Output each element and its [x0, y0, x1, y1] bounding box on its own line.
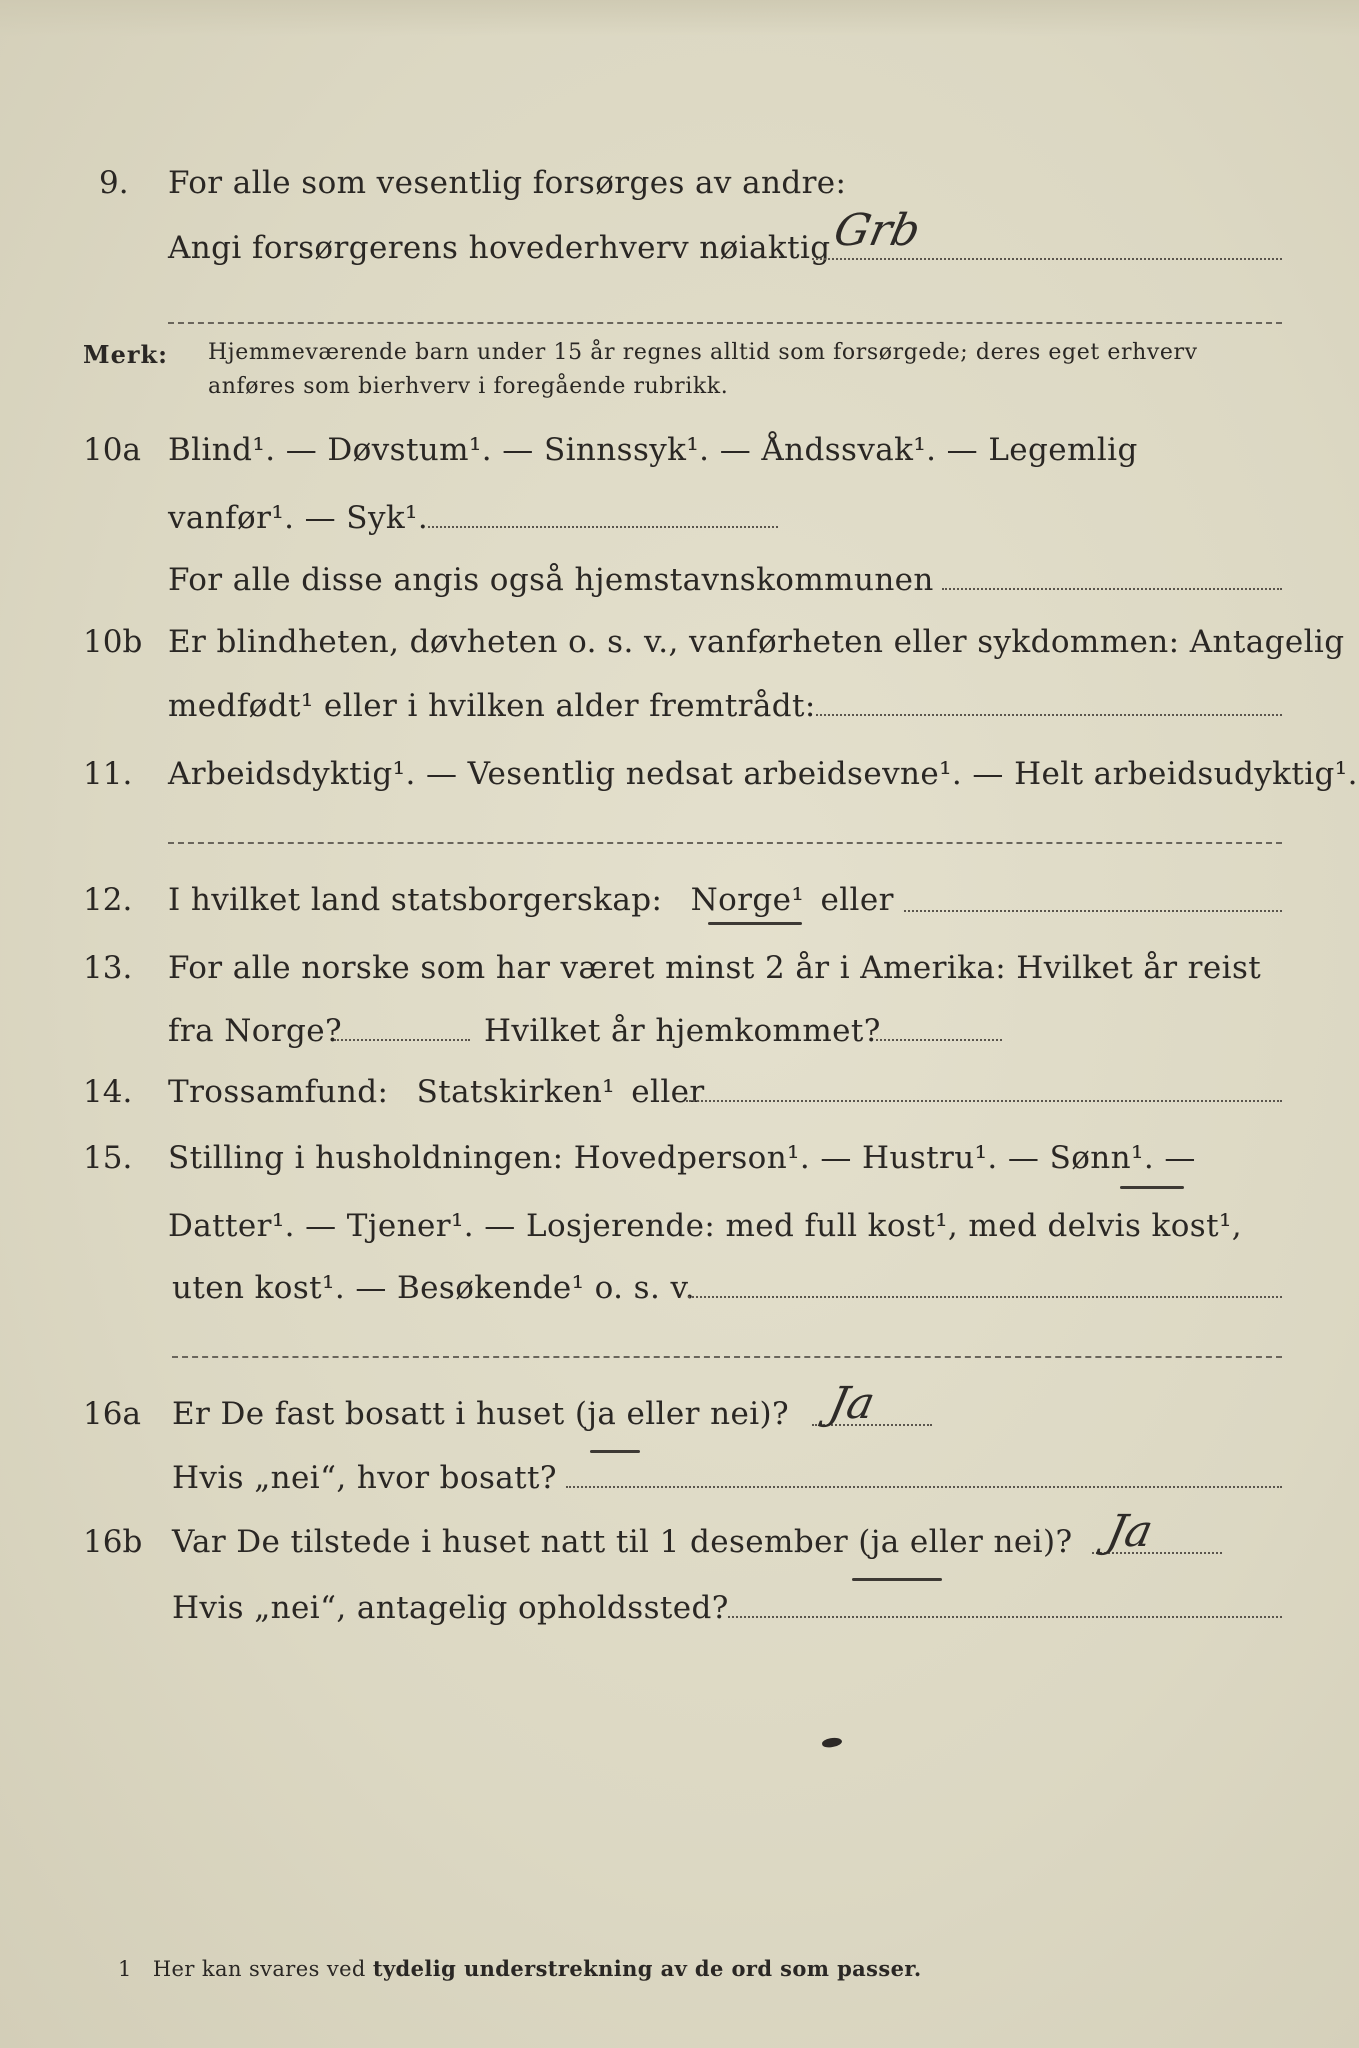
q11-line1: Arbeidsdyktig¹. — Vesentlig nedsat arbeidsevne¹. — Helt arbeidsudyktig¹. [168, 756, 1358, 792]
q14-line1 [168, 1074, 705, 1110]
q16a-number: 16a [83, 1396, 141, 1432]
q15-line1: Stilling i husholdningen: Hovedperson¹. — Hustru¹. — Sønn¹. — [168, 1140, 1196, 1176]
q15-line2: Datter¹. — Tjener¹. — Losjerende: med full kost¹, med delvis kost¹, [168, 1208, 1243, 1244]
q16b-line1: Var De tilstede i huset natt til 1 desember (ja eller nei)? [172, 1524, 1073, 1560]
q13-hjemkommet-line [876, 1039, 1002, 1041]
q13-number: 13. [83, 950, 133, 986]
q16a-handwritten-answer: Ja [824, 1378, 880, 1429]
q14-number: 14. [83, 1074, 133, 1110]
q14-text: Trossamfund: [168, 1074, 389, 1110]
q10a-line2: vanfør¹. — Syk¹. [168, 500, 429, 536]
q13-reist-line [334, 1039, 470, 1041]
q11-number: 11. [83, 756, 133, 792]
q9-handwritten-answer: Grb [829, 205, 925, 256]
q16b-handwritten-answer: Ja [1102, 1506, 1158, 1557]
q16a-line1: Er De fast bosatt i huset (ja eller nei)? [172, 1396, 790, 1432]
q16a-line2: Hvis „nei“, hvor bosatt? [172, 1460, 557, 1496]
q14-statskirken-option: Statskirken¹ [416, 1074, 616, 1110]
merk-line2: anføres som bierhverv i foregående rubrikk. [208, 374, 729, 399]
separator [168, 842, 1282, 844]
q12-line1 [168, 882, 894, 918]
q12-answer-line [904, 910, 1282, 912]
merk-label: Merk: [83, 340, 168, 369]
q16a-bosatt-line [566, 1486, 1282, 1488]
q10a-hjemstavn-line [942, 588, 1282, 590]
q16a-ja-underline [590, 1450, 640, 1453]
q12-norge-underline [708, 922, 802, 925]
q16b-line2: Hvis „nei“, antagelig opholdssted? [172, 1590, 729, 1626]
footnote [118, 1956, 922, 1981]
q12-eller: eller [820, 882, 894, 918]
q16b-number: 16b [83, 1524, 143, 1560]
q15-answer-line [688, 1296, 1282, 1298]
merk-line1: Hjemmeværende barn under 15 år regnes alltid som forsørgede; deres eget erhverv [208, 340, 1198, 365]
q15-number: 15. [83, 1140, 133, 1176]
q10a-line1: Blind¹. — Døvstum¹. — Sinnssyk¹. — Åndssvak¹. — Legemlig [168, 432, 1138, 468]
q10b-line1: Er blindheten, døvheten o. s. v., vanførheten eller sykdommen: Antagelig [168, 624, 1345, 660]
q15-line3: uten kost¹. — Besøkende¹ o. s. v. [172, 1270, 695, 1306]
q10b-answer-line [816, 714, 1282, 716]
footnote-text: Her kan svares ved [152, 1957, 366, 1981]
q10a-line3: For alle disse angis også hjemstavnskommunen [168, 562, 934, 598]
q10a-answer-line [428, 526, 778, 528]
q16b-opholdssted-line [728, 1616, 1282, 1618]
q13-line2b: Hvilket år hjemkommet? [484, 1013, 881, 1049]
footnote-bold-text: tydelig understrekning av de ord som passer. [372, 1956, 922, 1981]
q9-number: 9. [99, 165, 129, 201]
q10b-line2: medfødt¹ eller i hvilken alder fremtrådt: [168, 688, 816, 724]
q10b-number: 10b [83, 624, 143, 660]
paper-edge [0, 0, 1359, 36]
q15-sonn-underline [1120, 1186, 1184, 1189]
q13-line2a: fra Norge? [168, 1013, 343, 1049]
q14-eller: eller [631, 1074, 705, 1110]
q12-norge-option: Norge¹ [690, 882, 805, 918]
q9-answer-line [812, 258, 1282, 260]
q13-line1: For alle norske som har været minst 2 år i Amerika: Hvilket år reist [168, 950, 1262, 986]
q9-line1: For alle som vesentlig forsørges av andre: [168, 165, 847, 201]
q14-answer-line [686, 1100, 1282, 1102]
q9-line2: Angi forsørgerens hovederhverv nøiaktig [168, 230, 831, 266]
q16b-ja-underline [852, 1578, 942, 1581]
q10a-number: 10a [83, 432, 141, 468]
footnote-marker: 1 [118, 1957, 132, 1981]
separator [168, 322, 1282, 324]
ink-mark [821, 1736, 842, 1748]
separator [172, 1356, 1282, 1358]
q12-text: I hvilket land statsborgerskap: [168, 882, 663, 918]
q12-number: 12. [83, 882, 133, 918]
